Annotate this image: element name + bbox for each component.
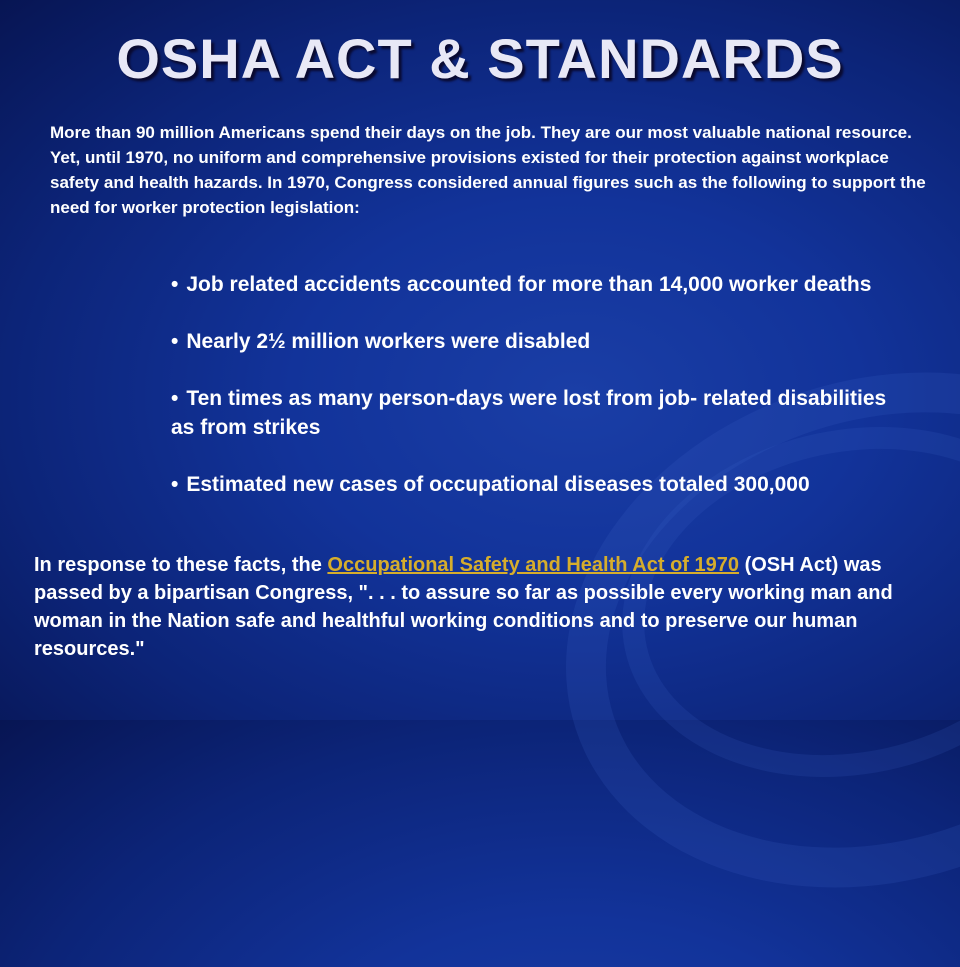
list-item xyxy=(171,327,911,356)
bullet-text: Nearly 2½ million workers were disabled xyxy=(186,330,591,353)
statistics-list xyxy=(171,270,911,499)
list-item xyxy=(171,384,911,442)
list-item xyxy=(171,470,911,499)
bullet-icon: • xyxy=(171,473,179,496)
bullet-text: Estimated new cases of occupational diseases totaled 300,000 xyxy=(186,473,810,496)
bullet-icon: • xyxy=(171,273,179,296)
list-item xyxy=(171,270,911,299)
intro-paragraph: More than 90 million Americans spend their days on the job. They are our most valuable national resource. Yet, until 1970, no uniform and comprehensive provisions existed for their protection against workplace safety and health hazards. In 1970, Congress considered annual figures such as the following to support the need for worker protection legislation: xyxy=(50,123,926,217)
bullet-icon: • xyxy=(171,330,179,353)
osh-act-link[interactable]: Occupational Safety and Health Act of 1970 xyxy=(327,554,740,576)
bullet-icon: • xyxy=(171,387,179,410)
bullet-text: Job related accidents accounted for more than 14,000 worker deaths xyxy=(186,273,872,296)
response-paragraph xyxy=(34,551,914,663)
bullet-text: Ten times as many person-days were lost from job- related disabilities as from strikes xyxy=(171,387,887,439)
response-prefix: In response to these facts, the xyxy=(34,554,328,576)
slide-title: OSHA ACT & STANDARDS xyxy=(116,27,844,90)
response-suffix: (OSH Act) was passed by a bipartisan Congress, ". . . to assure so far as possible every working man and woman in the Nation safe and healthful working conditions and to preserve our human resources." xyxy=(34,554,893,660)
